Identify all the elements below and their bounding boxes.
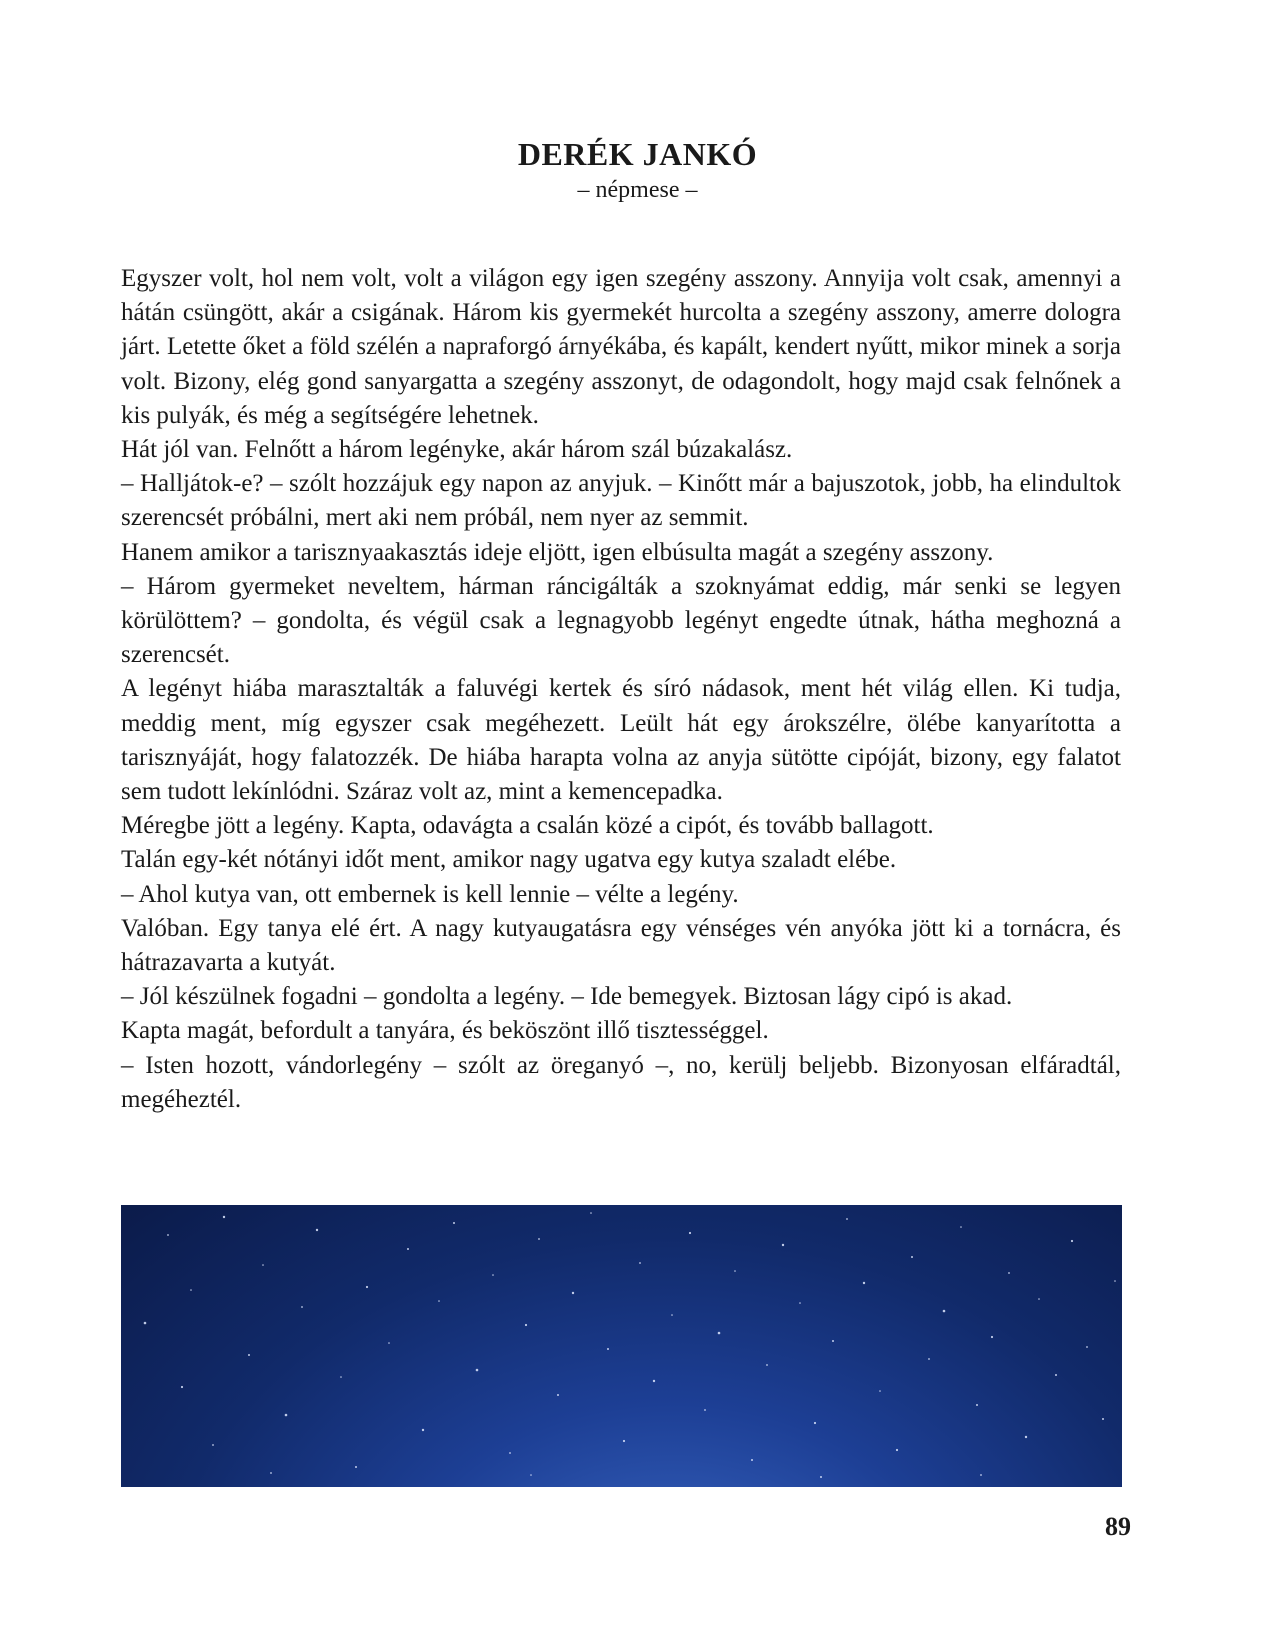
paragraph: Hanem amikor a tarisznyaakasztás ideje eljött, igen elbúsulta magát a szegény asszony.: [121, 538, 994, 566]
paragraph: Valóban. Egy tanya elé ért. A nagy kutyaugatásra egy vénséges vén anyóka jött ki a tornácra, és hátrazavarta a kutyát.: [121, 914, 1121, 977]
paragraph: Kapta magát, befordult a tanyára, és beköszönt illő tisztességgel.: [121, 1017, 769, 1045]
paragraph: A legényt hiába marasztalták a faluvégi kertek és síró nádasok, ment hét világ ellen. Ki tudja, meddig ment, míg egyszer csak megéhezett. Leült hát egy árokszélre, ölébe kanyarította a tarisznyáját, hogy falatozzék. De hiába harapta volna az anyja sütötte cipóját, bizony, egy falatot sem tudott lekínlódni. Száraz volt az, mint a kemencepadka.: [121, 675, 1121, 806]
paragraph: – Három gyermeket neveltem, hárman ráncigálták a szoknyámat eddig, már senki se legyen körülöttem? – gondolta, és végül csak a legnagyobb legényt engedte útnak, hátha meghozná a szerencsét.: [121, 572, 1121, 669]
paragraph: Egyszer volt, hol nem volt, volt a világon egy igen szegény asszony. Annyija volt csak, amennyi a hátán csüngött, akár a csigának. Három kis gyermekét hurcolta a szegény asszony, amerre dologra járt. Letette őket a föld szélén a napraforgó árnyékába, és kapált, kendert nyűtt, mikor minek a sorja volt. Bizony, elég gond sanyargatta a szegény asszonyt, de odagondolt, hogy majd csak felnőnek a kis pulyák, és még a segítségére lehetnek.: [121, 265, 1121, 429]
paragraph: – Halljátok-e? – szólt hozzájuk egy napon az anyjuk. – Kinőtt már a bajuszotok, jobb, ha elindultok szerencsét próbálni, mert aki nem próbál, nem nyer az semmit.: [121, 470, 1121, 532]
paragraph: – Ahol kutya van, ott embernek is kell lennie – vélte a legény.: [121, 880, 739, 908]
stars-layer: [121, 1205, 1122, 1487]
paragraph: Talán egy-két nótányi időt ment, amikor nagy ugatva egy kutya szaladt elébe.: [121, 846, 897, 874]
paragraph: Hát jól van. Felnőtt a három legényke, akár három szál búzakalász.: [121, 436, 793, 464]
story-subtitle: – népmese –: [577, 177, 698, 203]
page-number: 89: [1105, 1512, 1131, 1541]
night-sky-image: [121, 1205, 1122, 1487]
story-body: [121, 262, 1121, 1117]
paragraph: – Isten hozott, vándorlegény – szólt az öreganyó –, no, kerülj beljebb. Bizonyosan elfáradtál, megéheztél.: [121, 1051, 1121, 1113]
paragraph: – Jól készülnek fogadni – gondolta a legény. – Ide bemegyek. Biztosan lágy cipó is akad.: [121, 983, 1013, 1011]
paragraph: Méregbe jött a legény. Kapta, odavágta a csalán közé a cipót, és tovább ballagott.: [121, 812, 934, 840]
story-title: DERÉK JANKÓ: [517, 136, 758, 172]
